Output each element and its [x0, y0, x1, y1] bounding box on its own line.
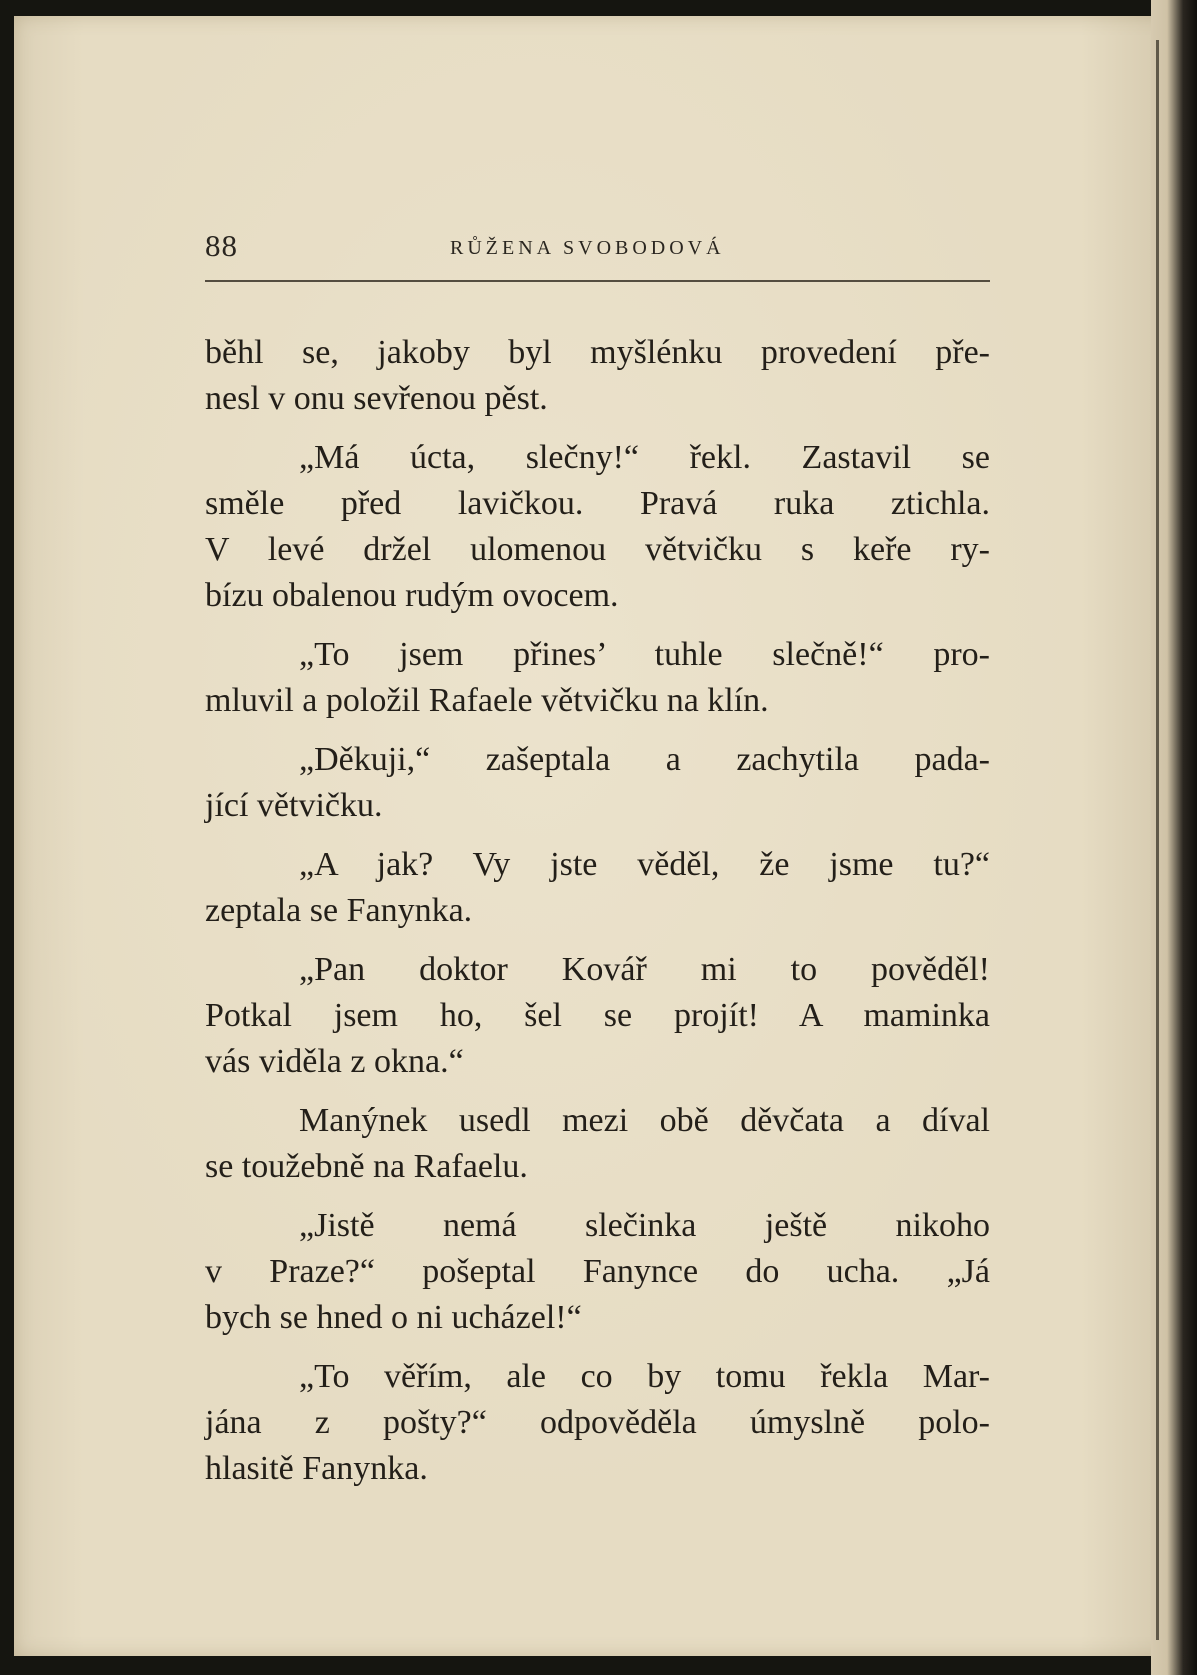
- text-line: se toužebně na Rafaelu.: [205, 1148, 528, 1185]
- text-line: jána z pošty?“ odpověděla úmyslně polo-: [205, 1404, 990, 1441]
- text-line: Manýnek usedl mezi obě děvčata a díval: [299, 1102, 990, 1139]
- page-header: [205, 228, 990, 276]
- running-head-author: RŮŽENA SVOBODOVÁ: [450, 237, 725, 259]
- paragraph: [205, 435, 990, 619]
- paragraph: [205, 1354, 990, 1492]
- header-rule: [205, 280, 990, 282]
- gutter-edge-line: [1156, 40, 1159, 1640]
- text-line: hlasitě Fanynka.: [205, 1450, 428, 1487]
- text-line: „Jistě nemá slečinka ještě nikoho: [299, 1207, 990, 1244]
- text-line: nesl v onu sevřenou pěst.: [205, 380, 548, 417]
- text-line: mluvil a položil Rafaele větvičku na klín.: [205, 682, 769, 719]
- paragraph: [205, 1098, 990, 1190]
- text-line: V levé držel ulomenou větvičku s keře ry-: [205, 531, 990, 568]
- text-line: bych se hned o ni ucházel!“: [205, 1299, 582, 1336]
- text-line: směle před lavičkou. Pravá ruka ztichla.: [205, 485, 990, 522]
- text-line: zeptala se Fanynka.: [205, 892, 473, 929]
- text-line: „Má úcta, slečny!“ řekl. Zastavil se: [299, 439, 990, 476]
- paragraph: [205, 632, 990, 724]
- text-line: „To jsem přines’ tuhle slečně!“ pro-: [299, 636, 990, 673]
- text-line: „Děkuji,“ zašeptala a zachytila pada-: [299, 741, 990, 778]
- text-line: „Pan doktor Kovář mi to pověděl!: [299, 951, 990, 988]
- text-line: Potkal jsem ho, šel se projít! A maminka: [205, 997, 990, 1034]
- book-gutter: [1151, 0, 1197, 1675]
- page-number: 88: [205, 228, 238, 263]
- paragraph: [205, 1203, 990, 1341]
- text-line: běhl se, jakoby byl myšlénku provedení pře-: [205, 334, 990, 371]
- text-line: vás viděla z okna.“: [205, 1043, 464, 1080]
- paragraph: [205, 737, 990, 829]
- text-line: „A jak? Vy jste věděl, že jsme tu?“: [299, 846, 990, 883]
- paragraph: [205, 842, 990, 934]
- paragraph: [205, 330, 990, 422]
- paragraph: [205, 947, 990, 1085]
- text-line: jící větvičku.: [205, 787, 383, 824]
- body-text: [205, 330, 990, 1505]
- text-line: v Praze?“ pošeptal Fanynce do ucha. „Já: [205, 1253, 990, 1290]
- text-line: bízu obalenou rudým ovocem.: [205, 577, 619, 614]
- text-line: „To věřím, ale co by tomu řekla Mar-: [299, 1358, 990, 1395]
